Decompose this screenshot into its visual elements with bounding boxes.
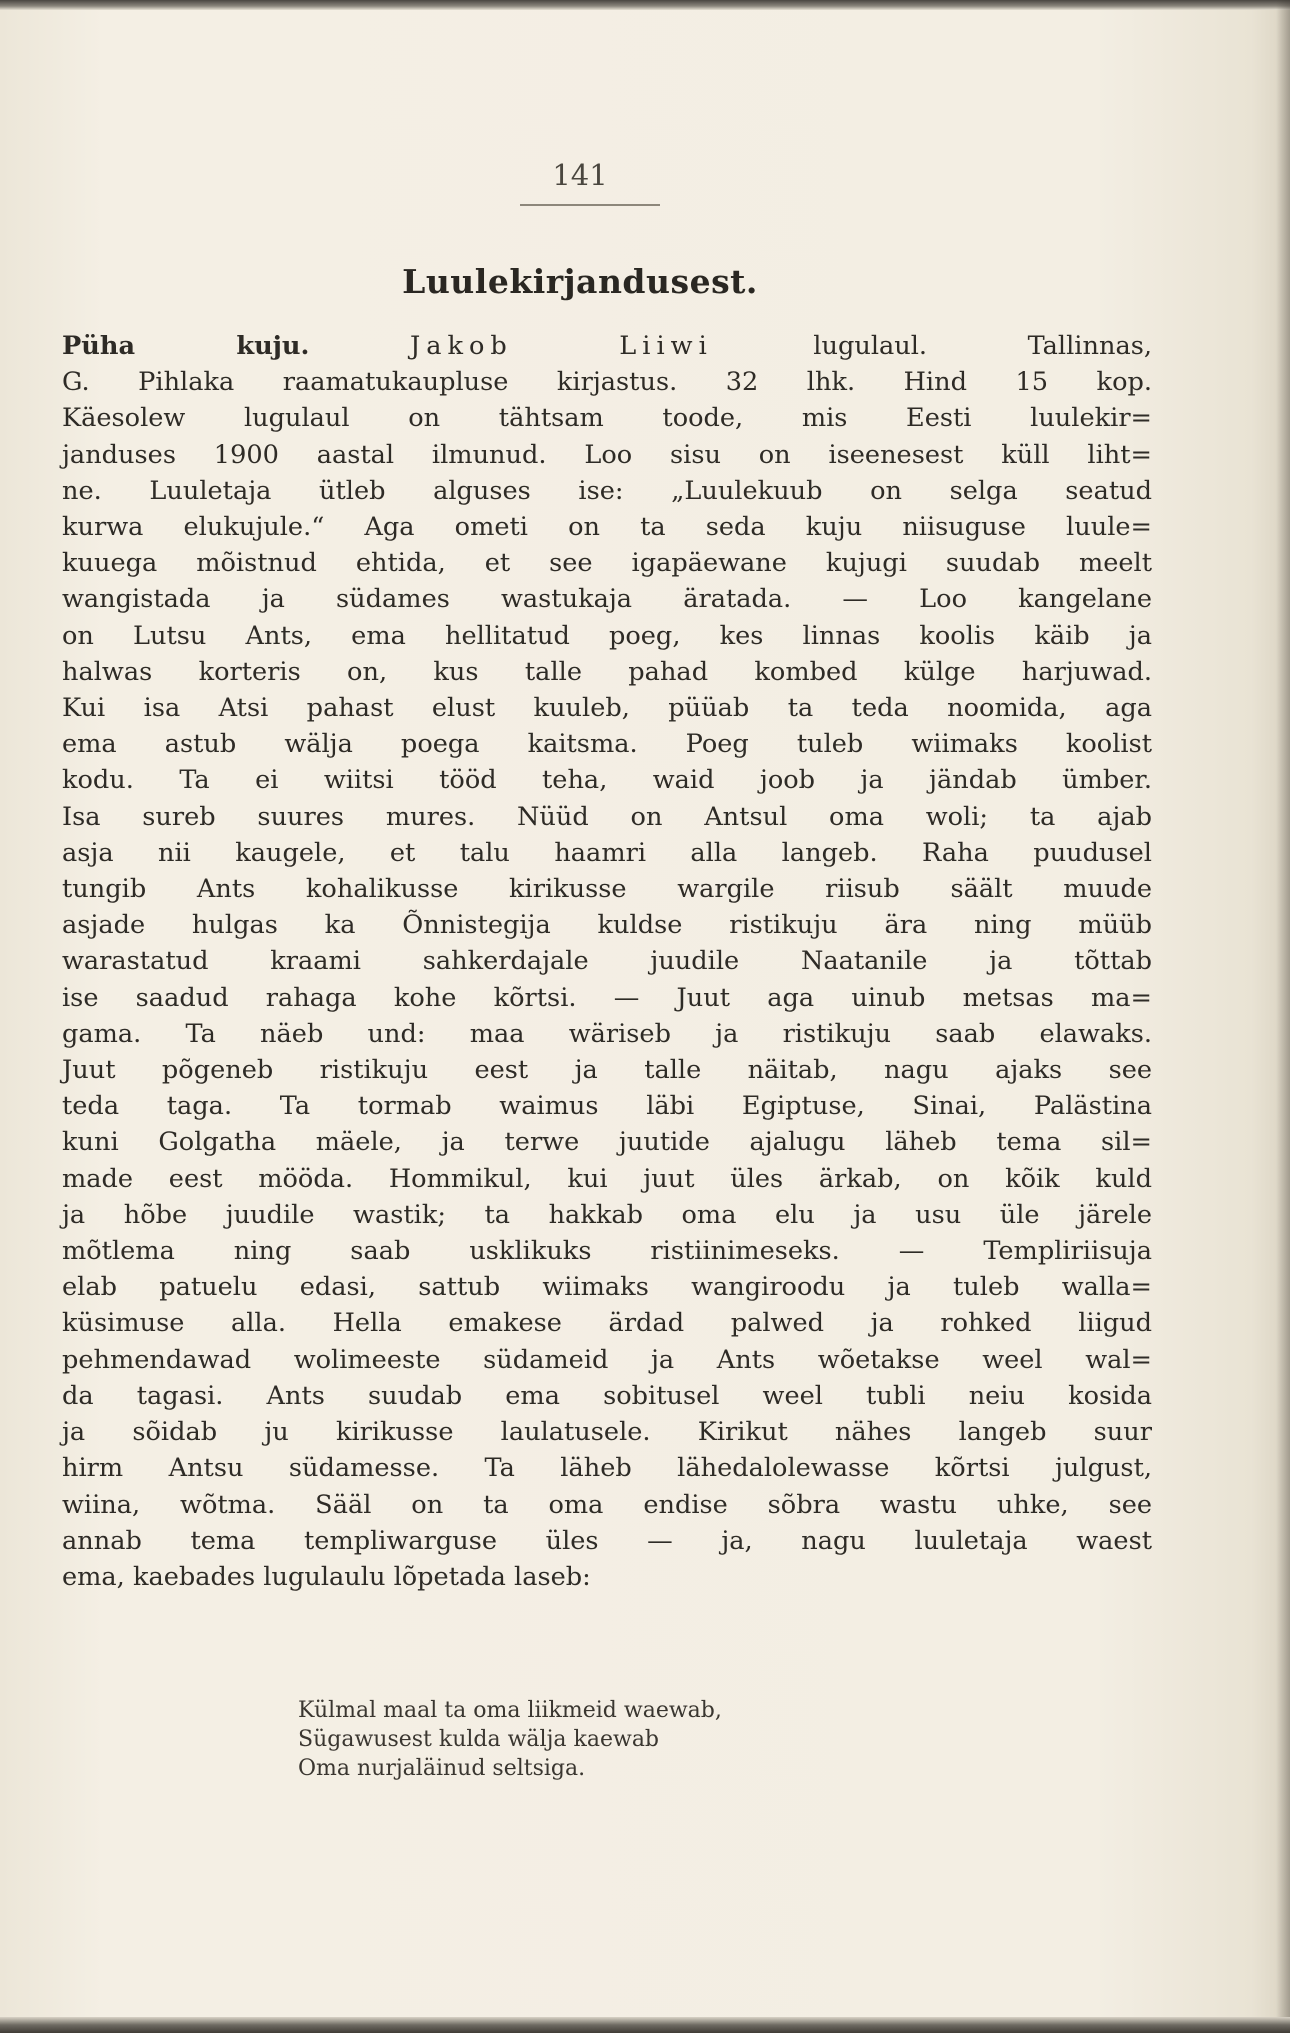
- text-line: kodu. Ta ei wiitsi tööd teha, waid joob ja jändab ümber.: [62, 765, 1152, 796]
- text-line: Käesolew lugulaul on tähtsam toode, mis Eesti luulekir=: [62, 403, 1152, 434]
- text-line: tungib Ants kohalikusse kirikusse wargile riisub säält muude: [62, 874, 1152, 905]
- page-number: 141: [552, 158, 608, 192]
- text-line: Kui isa Atsi pahast elust kuuleb, püüab ta teda noomida, aga: [62, 693, 1152, 724]
- text-line: warastatud kraami sahkerdajale juudile Naatanile ja tõttab: [62, 946, 1152, 977]
- book-title: Püha kuju.: [62, 331, 310, 361]
- poem-quote: [298, 1696, 722, 1783]
- text-line: mõtlema ning saab usklikuks ristiinimeseks. — Templiriisuja: [62, 1236, 1152, 1267]
- text-line: ja sõidab ju kirikusse laulatusele. Kirikut nähes langeb suur: [62, 1417, 1152, 1448]
- text-line: ja hõbe juudile wastik; ta hakkab oma elu ja usu üle järele: [62, 1199, 1152, 1230]
- text-line: wiina, wõtma. Sääl on ta oma endise sõbra wastu uhke, see: [62, 1489, 1152, 1520]
- text-line: made eest mööda. Hommikul, kui juut üles ärkab, on kõik kuld: [62, 1163, 1152, 1194]
- text-line: Juut põgeneb ristikuju eest ja talle näitab, nagu ajaks see: [62, 1055, 1152, 1086]
- page-number-rule: [520, 204, 660, 206]
- page-right-edge: [1276, 0, 1290, 2033]
- text-line: ema astub wälja poega kaitsma. Poeg tuleb wiimaks koolist: [62, 729, 1152, 760]
- author-name: Jakob Liiwi: [409, 331, 713, 361]
- text-line: ne. Luuletaja ütleb alguses ise: „Luulekuub on selga seatud: [62, 475, 1152, 506]
- text-line: Isa sureb suures mures. Nüüd on Antsul oma woli; ta ajab: [62, 801, 1152, 832]
- text-line: asjade hulgas ka Õnnistegija kuldse ristikuju ära ning müüb: [62, 910, 1152, 941]
- text-line: elab patuelu edasi, sattub wiimaks wangiroodu ja tuleb walla=: [62, 1272, 1152, 1303]
- text-line: ise saadud rahaga kohe kõrtsi. — Juut aga uinub metsas ma=: [62, 982, 1152, 1013]
- text-line: on Lutsu Ants, ema hellitatud poeg, kes linnas koolis käib ja: [62, 620, 1152, 651]
- review-heading-line: [62, 328, 1152, 364]
- text-line: pehmendawad wolimeeste südameid ja Ants wõetakse weel wal=: [62, 1344, 1152, 1375]
- review-heading-rest: lugulaul. Tallinnas,: [813, 331, 1152, 361]
- text-line: asja nii kaugele, et talu haamri alla langeb. Raha puudusel: [62, 837, 1152, 868]
- text-line: gama. Ta näeb und: maa wäriseb ja ristikuju saab elawaks.: [62, 1018, 1152, 1049]
- poem-line: Oma nurjaläinud seltsiga.: [298, 1756, 586, 1781]
- text-line: G. Pihlaka raamatukaupluse kirjastus. 32 lhk. Hind 15 kop.: [62, 367, 1152, 398]
- poem-line: Sügawusest kulda wälja kaewab: [298, 1727, 660, 1752]
- text-line: kuuega mõistnud ehtida, et see igapäewane kujugi suudab meelt: [62, 548, 1152, 579]
- text-line: halwas korteris on, kus talle pahad kombed külge harjuwad.: [62, 656, 1152, 687]
- page-bottom-edge: [0, 2017, 1290, 2033]
- text-line: küsimuse alla. Hella emakese ärdad palwed ja rohked liigud: [62, 1308, 1152, 1339]
- text-line: da tagasi. Ants suudab ema sobitusel weel tubli neiu kosida: [62, 1380, 1152, 1411]
- text-line: teda taga. Ta tormab waimus läbi Egiptuse, Sinai, Palästina: [62, 1091, 1152, 1122]
- poem-line: Külmal maal ta oma liikmeid waewab,: [298, 1698, 722, 1723]
- page-top-edge: [0, 0, 1290, 10]
- review-text: [62, 328, 1152, 1595]
- text-line: janduses 1900 aastal ilmunud. Loo sisu on iseenesest küll liht=: [62, 439, 1152, 470]
- text-line: annab tema templiwarguse üles — ja, nagu luuletaja waest: [62, 1525, 1152, 1556]
- text-line: hirm Antsu südamesse. Ta läheb lähedalolewasse kõrtsi julgust,: [62, 1453, 1152, 1484]
- text-line: kuni Golgatha mäele, ja terwe juutide ajalugu läheb tema sil=: [62, 1127, 1152, 1158]
- text-line: kurwa elukujule.“ Aga ometi on ta seda kuju niisuguse luule=: [62, 512, 1152, 543]
- section-title: Luulekirjandusest.: [402, 262, 758, 301]
- text-line: wangistada ja südames wastukaja äratada. — Loo kangelane: [62, 584, 1152, 615]
- text-line: ema, kaebades lugulaulu lõpetada laseb:: [62, 1561, 591, 1592]
